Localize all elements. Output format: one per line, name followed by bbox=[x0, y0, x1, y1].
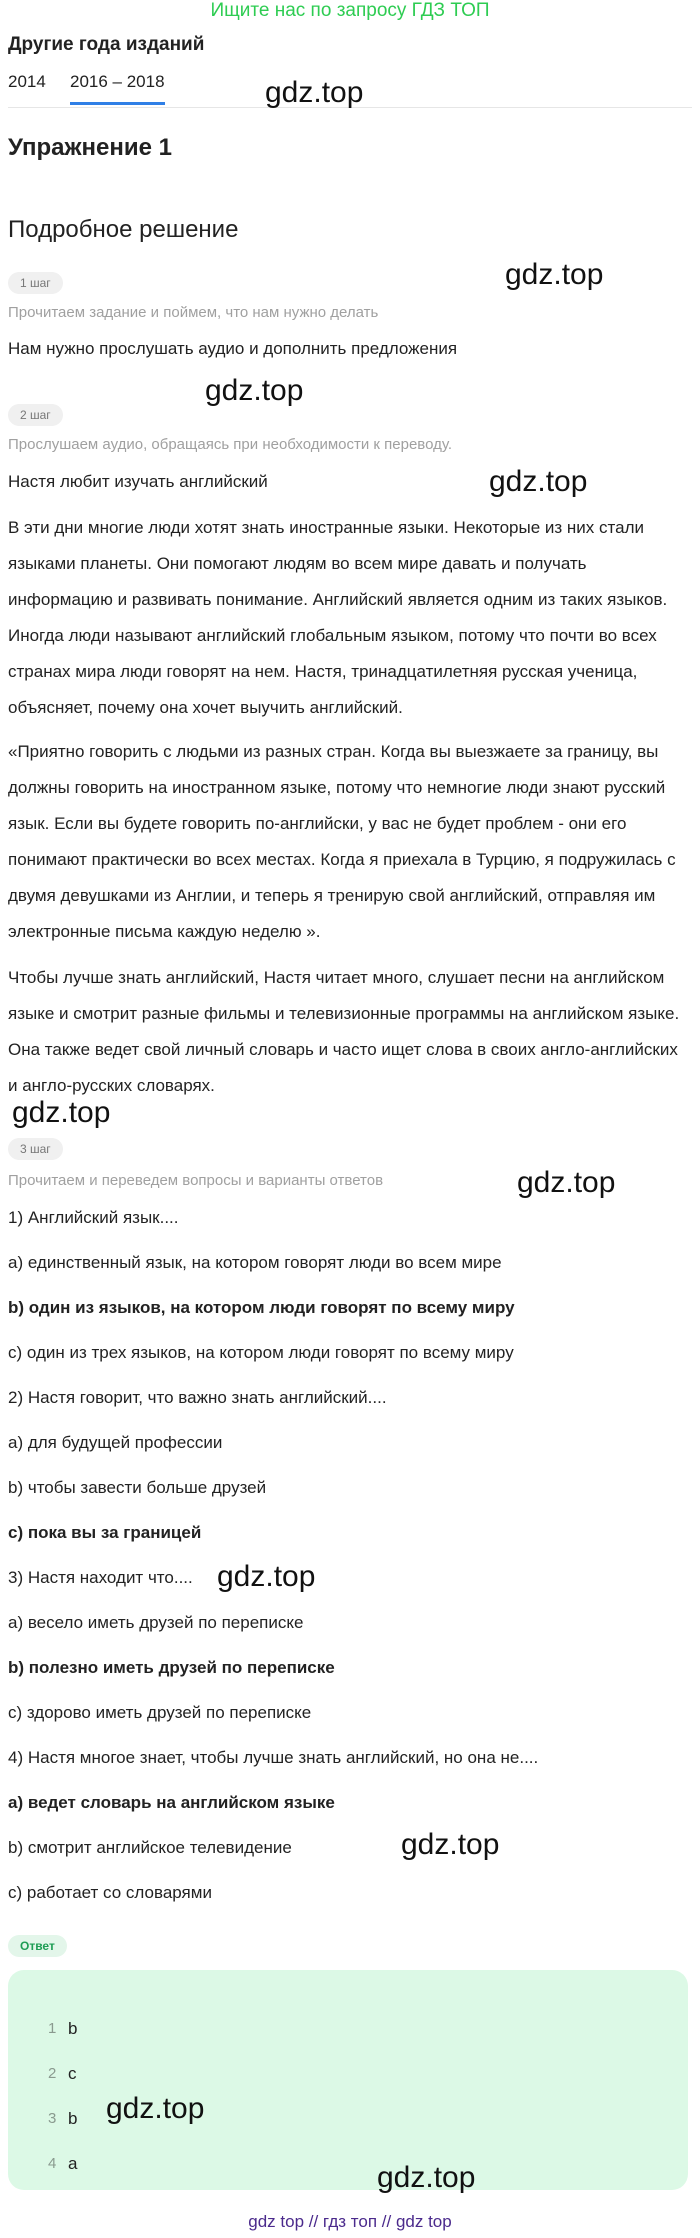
tab-2014[interactable]: 2014 bbox=[8, 72, 46, 91]
watermark: gdz.top bbox=[517, 1166, 616, 1199]
step-3-badge: 3 шаг bbox=[8, 1138, 63, 1160]
question-1-option-a: a) единственный язык, на котором говорят люди во всем мире bbox=[8, 1253, 502, 1272]
answer-number: 2 bbox=[48, 2065, 57, 2082]
step-2-paragraph-3: Чтобы лучше знать английский, Настя читает много, слушает песни на английском языке и смотрит разные фильмы и телевизионные программы на английском языке. Она также ведет свой личный словарь и часто ищет слова в своих англо-английских и англо-русских словарях. bbox=[8, 968, 680, 1095]
watermark: gdz.top bbox=[401, 1828, 500, 1861]
watermark: gdz.top bbox=[377, 2161, 476, 2194]
search-banner: Ищите нас по запросу ГДЗ ТОП bbox=[210, 0, 490, 21]
watermark: gdz.top bbox=[505, 258, 604, 291]
watermark: gdz.top bbox=[217, 1560, 316, 1593]
question-2-option-b: b) чтобы завести больше друзей bbox=[8, 1478, 267, 1497]
watermark: gdz.top bbox=[265, 76, 364, 109]
step-2-text-title: Настя любит изучать английский bbox=[8, 472, 268, 491]
step-1-hint: Прочитаем задание и поймем, что нам нужно делать bbox=[8, 304, 379, 321]
answer-badge: Ответ bbox=[8, 1935, 67, 1957]
answer-value: b bbox=[68, 2019, 78, 2038]
step-3-hint: Прочитаем и переведем вопросы и варианты ответов bbox=[8, 1172, 384, 1189]
question-4-option-a: a) ведет словарь на английском языке bbox=[8, 1793, 335, 1812]
answer-number: 4 bbox=[48, 2155, 57, 2172]
answer-value: a bbox=[68, 2154, 78, 2173]
question-4-option-c: c) работает со словарями bbox=[8, 1883, 212, 1902]
answer-value: c bbox=[68, 2064, 77, 2083]
step-1-text: Нам нужно прослушать аудио и дополнить предложения bbox=[8, 339, 458, 358]
tab-2016-2018[interactable]: 2016 – 2018 bbox=[70, 72, 165, 105]
step-1-badge: 1 шаг bbox=[8, 272, 63, 294]
answer-value: b bbox=[68, 2109, 78, 2128]
question-1: 1) Английский язык.... bbox=[8, 1208, 179, 1227]
watermark: gdz.top bbox=[106, 2092, 205, 2125]
step-2-badge: 2 шаг bbox=[8, 404, 63, 426]
question-2: 2) Настя говорит, что важно знать английский.... bbox=[8, 1388, 387, 1407]
step-2-paragraph-1: В эти дни многие люди хотят знать иностранные языки. Некоторые из них стали языками планеты. Они помогают людям во всем мире давать и получать информацию и развивать понимание. Английский является одним из таких языков. Иногда люди называют английский глобальным языком, потому что почти во всех странах мира люди говорят на нем. Настя, тринадцатилетняя русская ученица, объясняет, почему она хочет выучить английский. bbox=[8, 518, 668, 717]
question-3: 3) Настя находит что.... bbox=[8, 1568, 193, 1587]
other-years-title: Другие года изданий bbox=[8, 34, 205, 55]
question-3-option-b: b) полезно иметь друзей по переписке bbox=[8, 1658, 335, 1677]
question-1-option-b: b) один из языков, на котором люди говорят по всему миру bbox=[8, 1298, 515, 1317]
question-4: 4) Настя многое знает, чтобы лучше знать английский, но она не.... bbox=[8, 1748, 539, 1767]
footer-links[interactable]: gdz top // гдз топ // gdz top bbox=[248, 2212, 452, 2231]
solution-title: Подробное решение bbox=[8, 216, 239, 243]
exercise-title: Упражнение 1 bbox=[8, 134, 172, 161]
step-2-hint: Прослушаем аудио, обращаясь при необходимости к переводу. bbox=[8, 436, 453, 453]
answer-box bbox=[8, 1970, 688, 2190]
question-3-option-a: a) весело иметь друзей по переписке bbox=[8, 1613, 304, 1632]
question-2-option-a: a) для будущей профессии bbox=[8, 1433, 223, 1452]
question-2-option-c: c) пока вы за границей bbox=[8, 1523, 202, 1542]
answer-number: 3 bbox=[48, 2110, 57, 2127]
watermark: gdz.top bbox=[205, 374, 304, 407]
question-3-option-c: c) здорово иметь друзей по переписке bbox=[8, 1703, 312, 1722]
watermark: gdz.top bbox=[12, 1096, 111, 1129]
step-2-paragraph-2: «Приятно говорить с людьми из разных стран. Когда вы выезжаете за границу, вы должны говорить на иностранном языке, потому что немногие люди знают русский язык. Если вы будете говорить по-английски, у вас не будет проблем - они его понимают практически во всех местах. Когда я приехала в Турцию, я подружилась с двумя девушками из Англии, и теперь я тренирую свой английский, отправляя им электронные письма каждую неделю ». bbox=[8, 742, 676, 941]
answer-number: 1 bbox=[48, 2020, 57, 2037]
question-1-option-c: c) один из трех языков, на котором люди говорят по всему миру bbox=[8, 1343, 514, 1362]
watermark: gdz.top bbox=[489, 465, 588, 498]
question-4-option-b: b) смотрит английское телевидение bbox=[8, 1838, 292, 1857]
